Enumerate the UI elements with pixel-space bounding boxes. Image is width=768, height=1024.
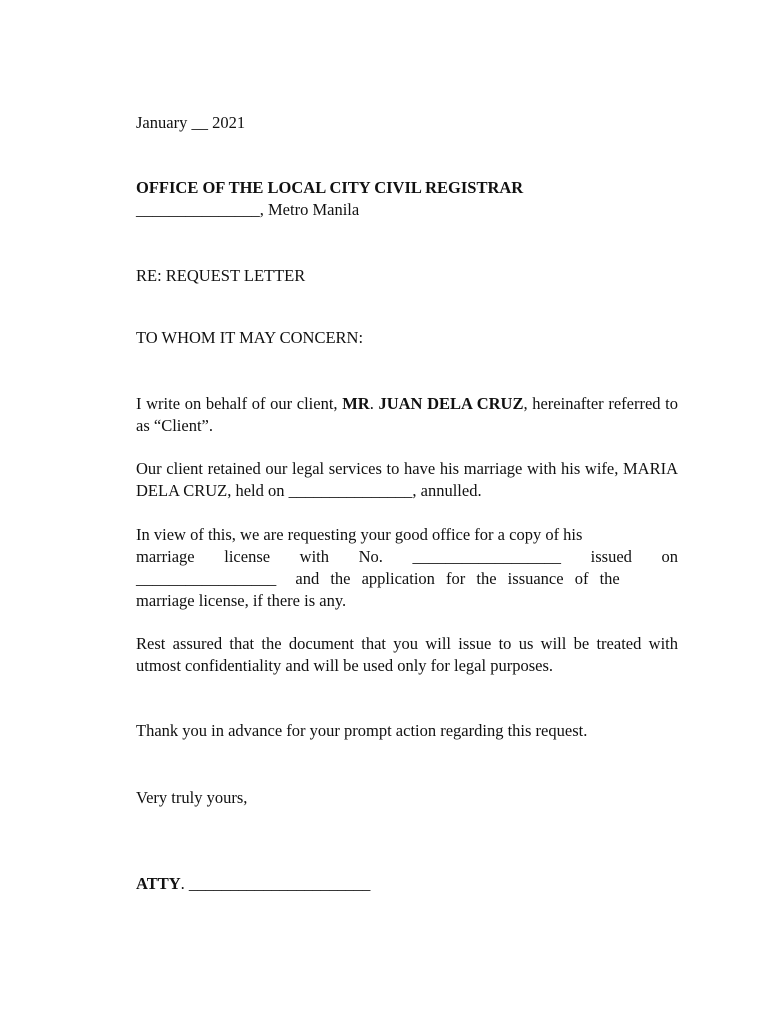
p1-suffix: , hereinafter referred to as “Client”. (136, 394, 679, 435)
paragraph-5: Thank you in advance for your prompt action regarding this request. (136, 721, 588, 740)
paragraph-4: Rest assured that the document that you will issue to us will be treated with utmost confidentiality and will be used only for legal purposes. (136, 634, 678, 675)
p2-blank: _______________ (288, 481, 413, 500)
p3-line-3-words (284, 568, 678, 590)
salutation: TO WHOM IT MAY CONCERN: (136, 328, 364, 347)
p3-word: No. (358, 547, 383, 566)
p2-text-a: Our client retained our legal services to have his marriage with his wife, MARIA DELA CRUZ, held on (136, 459, 678, 500)
p3-word: issued (590, 547, 632, 566)
signature-blank: ______________________ (188, 874, 371, 893)
paragraph-1 (136, 393, 678, 437)
addressee-city (136, 199, 678, 221)
signature-title: ATTY (136, 874, 181, 893)
addressee-office: OFFICE OF THE LOCAL CITY CIVIL REGISTRAR (136, 178, 524, 197)
p3-word: marriage (136, 547, 195, 566)
letter-date: January __ 2021 (136, 113, 246, 132)
p3-line-1-text: In view of this, we are requesting your good office for a copy of his (136, 525, 583, 544)
signature-line (136, 873, 678, 895)
p3-line-3-rest: and the application for the issuance of the (284, 569, 620, 588)
p2-text-b: , annulled. (412, 481, 482, 500)
license-number-blank: __________________ (412, 547, 562, 566)
city-blank: _______________ (136, 200, 260, 219)
client-name: JUAN DELA CRUZ (378, 394, 524, 413)
signature-dot: . (180, 874, 189, 893)
p3-word: license (224, 547, 271, 566)
re-line: RE: REQUEST LETTER (136, 266, 306, 285)
p1-prefix: I write on behalf of our client, (136, 394, 343, 413)
p3-word: on (661, 547, 678, 566)
p3-word: with (299, 547, 330, 566)
p1-dot: . (369, 394, 379, 413)
p3-line-3 (136, 568, 678, 590)
paragraph-2 (136, 458, 678, 502)
p3-line-1 (136, 524, 678, 546)
issue-date-blank: _________________ (136, 569, 277, 588)
closing: Very truly yours, (136, 788, 248, 807)
city-suffix: , Metro Manila (259, 200, 360, 219)
p3-line-2 (136, 546, 678, 568)
paragraph-3 (136, 524, 678, 612)
p3-line-4: marriage license, if there is any. (136, 591, 347, 610)
client-title: MR (342, 394, 370, 413)
